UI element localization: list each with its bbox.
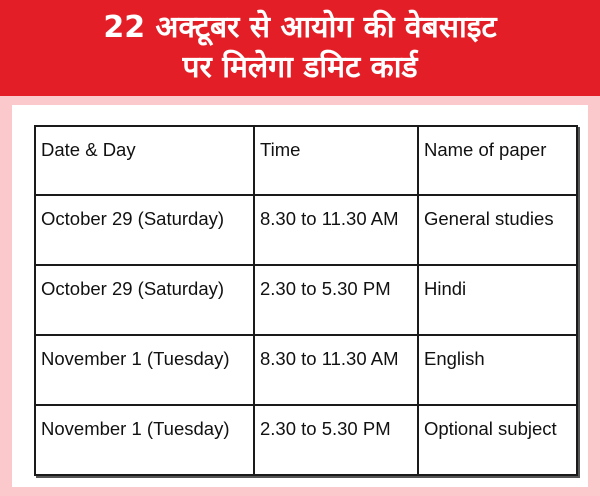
headline-line-1: 22 अक्टूबर से आयोग की वेबसाइट	[103, 10, 497, 45]
time-cell: 2.30 to 5.30 PM	[254, 265, 418, 335]
table-row	[35, 405, 577, 475]
time-cell: 8.30 to 11.30 AM	[254, 195, 418, 265]
column-header-paper: Name of paper	[418, 126, 577, 195]
date-cell: November 1 (Tuesday)	[35, 335, 254, 405]
date-cell: October 29 (Saturday)	[35, 265, 254, 335]
table-row	[35, 265, 577, 335]
column-header-date: Date & Day	[35, 126, 254, 195]
headline-line-2: पर मिलेगा डमिट कार्ड	[182, 50, 418, 85]
time-cell: 2.30 to 5.30 PM	[254, 405, 418, 475]
exam-schedule-table	[34, 125, 578, 476]
paper-cell: Hindi	[418, 265, 577, 335]
paper-cell: Optional subject	[418, 405, 577, 475]
table-row	[35, 195, 577, 265]
headline-banner	[0, 0, 600, 96]
date-cell: November 1 (Tuesday)	[35, 405, 254, 475]
column-header-time: Time	[254, 126, 418, 195]
paper-cell: English	[418, 335, 577, 405]
time-cell: 8.30 to 11.30 AM	[254, 335, 418, 405]
table-header-row	[35, 126, 577, 195]
paper-cell: General studies	[418, 195, 577, 265]
table-row	[35, 335, 577, 405]
date-cell: October 29 (Saturday)	[35, 195, 254, 265]
